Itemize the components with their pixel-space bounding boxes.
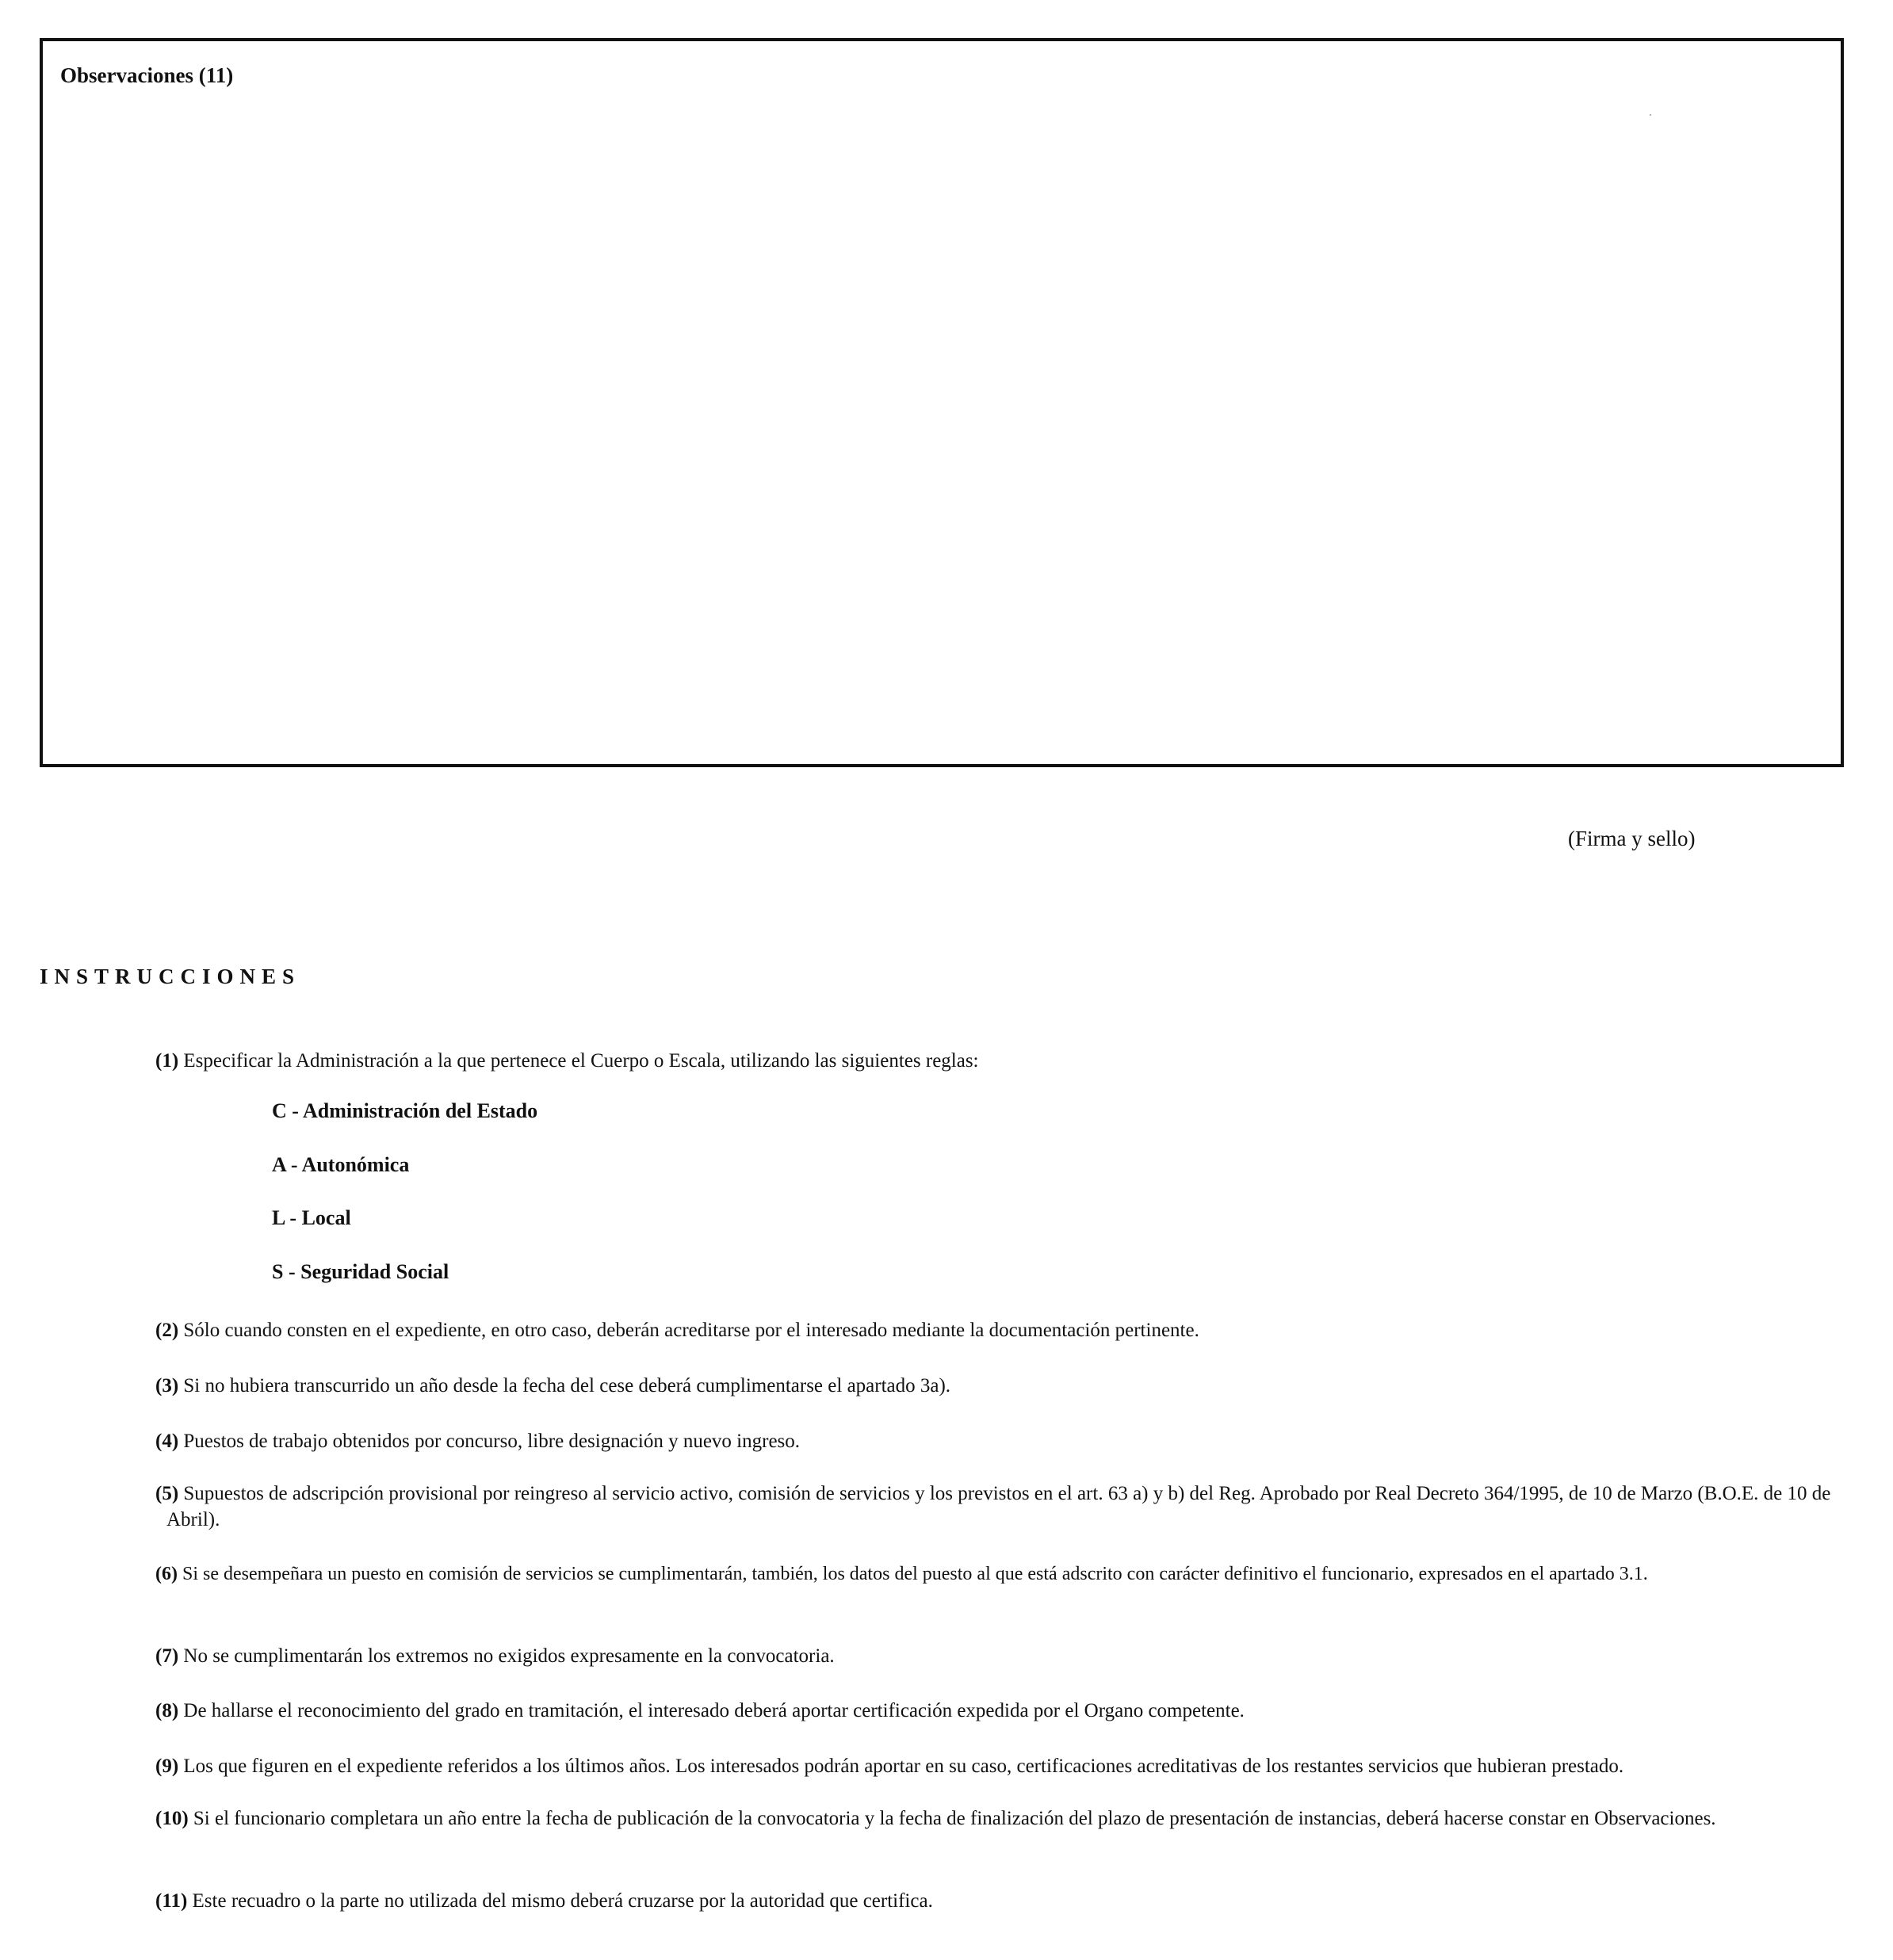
rule-c-administracion-estado: C - Administración del Estado: [272, 1099, 538, 1122]
rule-a-autonomica: A - Autonómica: [272, 1153, 410, 1176]
rule-l-local: L - Local: [272, 1206, 351, 1229]
note-text: Sólo cuando consten en el expediente, en otro caso, deberán acreditarse por el interesado mediante la documentación pertinente.: [178, 1320, 1199, 1341]
instruction-note-1: [155, 1048, 1856, 1074]
instruction-note-3: [155, 1373, 1856, 1399]
note-number: (7): [155, 1645, 179, 1667]
note-number: (5): [155, 1483, 179, 1504]
note-number: (6): [155, 1564, 178, 1584]
note-text: Este recuadro o la parte no utilizada del mismo deberá cruzarse por la autoridad que certifica.: [187, 1890, 933, 1912]
instruction-note-6: [155, 1561, 1856, 1587]
note-number: (10): [155, 1808, 189, 1829]
note-number: (2): [155, 1320, 179, 1341]
instruction-note-4: [155, 1428, 1856, 1454]
instruction-note-8: [155, 1698, 1856, 1724]
instrucciones-heading: INSTRUCCIONES: [40, 965, 301, 988]
instruction-note-7: [155, 1643, 1856, 1669]
note-number: (3): [155, 1375, 179, 1396]
firma-y-sello-label: (Firma y sello): [1568, 827, 1696, 850]
note-number: (1): [155, 1050, 179, 1072]
instruction-note-10: [155, 1805, 1856, 1832]
note-text: Puestos de trabajo obtenidos por concurso, libre designación y nuevo ingreso.: [178, 1431, 801, 1452]
note-text: No se cumplimentarán los extremos no exigidos expresamente en la convocatoria.: [178, 1645, 835, 1667]
instruction-note-11: [155, 1888, 1856, 1914]
observaciones-box: [40, 38, 1844, 767]
note-number: (4): [155, 1431, 179, 1452]
rule-s-seguridad-social: S - Seguridad Social: [272, 1260, 449, 1283]
note-number: (11): [155, 1890, 188, 1912]
instruction-note-9: [155, 1753, 1856, 1779]
note-text: Los que figuren en el expediente referidos a los últimos años. Los interesados podrán aportar en su caso, certificaciones acreditativas de los restantes servicios que hubieran prestado.: [178, 1756, 1624, 1777]
observaciones-title: Observaciones (11): [60, 63, 234, 87]
note-number: (8): [155, 1700, 179, 1721]
note-text: Si el funcionario completara un año entre la fecha de publicación de la convocatoria y la fecha de finalización del plazo de presentación de instancias, deberá hacerse constar en Observaciones.: [188, 1808, 1716, 1829]
scan-speck: [1650, 114, 1651, 116]
note-number: (9): [155, 1756, 179, 1777]
instruction-note-2: [155, 1317, 1856, 1343]
note-text: Si se desempeñara un puesto en comisión de servicios se cumplimentarán, también, los datos del puesto al que está adscrito con carácter definitivo el funcionario, expresados en el apartado 3.1.: [177, 1564, 1648, 1584]
note-text: Especificar la Administración a la que pertenece el Cuerpo o Escala, utilizando las siguientes reglas:: [178, 1050, 979, 1072]
note-text: De hallarse el reconocimiento del grado en tramitación, el interesado deberá aportar certificación expedida por el Organo competente.: [178, 1700, 1245, 1721]
instruction-note-5: [155, 1481, 1867, 1533]
note-text: Si no hubiera transcurrido un año desde la fecha del cese deberá cumplimentarse el apartado 3a).: [178, 1375, 951, 1396]
note-text: Supuestos de adscripción provisional por reingreso al servicio activo, comisión de servicios y los previstos en el art. 63 a) y b) del Reg. Aprobado por Real Decreto 364/1995, de 10 de Marzo (B.O.E. de 10 de Abril).: [166, 1483, 1831, 1530]
